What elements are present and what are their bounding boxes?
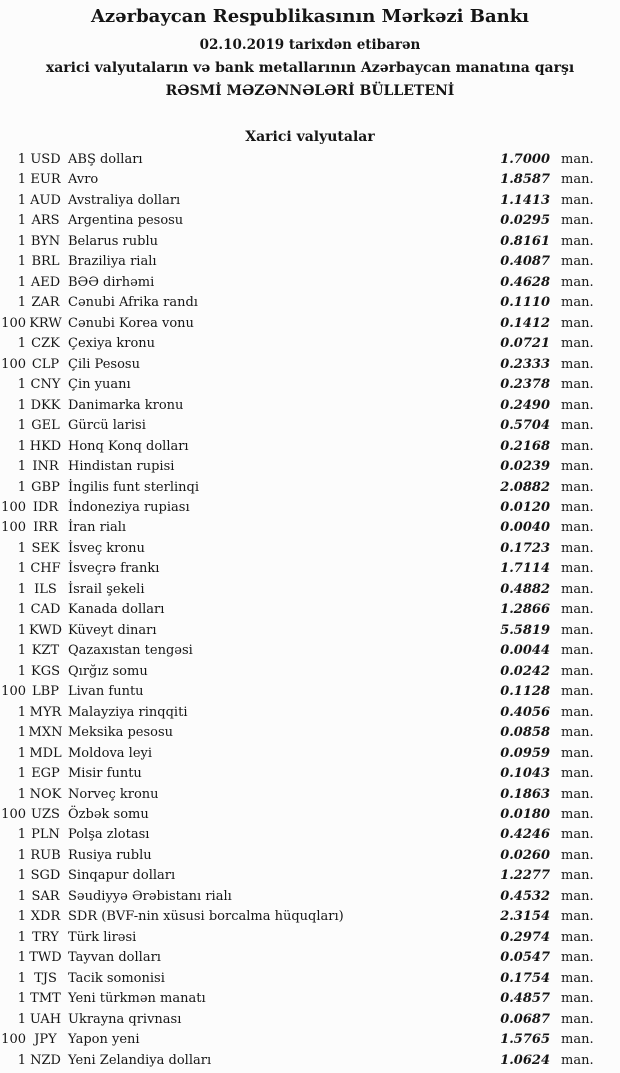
currency-row — [0, 948, 620, 968]
currency-row — [0, 641, 620, 661]
row-rate-value: 1.7000 — [500, 152, 550, 167]
row-quantity: 1 — [17, 233, 26, 249]
row-quantity: 1 — [17, 561, 26, 577]
row-currency-code: IRR — [33, 520, 58, 536]
row-currency-code: ARS — [31, 213, 60, 229]
row-rate-value: 0.5704 — [500, 418, 550, 434]
row-unit-label: man. — [561, 213, 594, 229]
row-currency-code: NOK — [29, 786, 62, 802]
row-unit-label: man. — [561, 172, 594, 188]
row-rate-value: 0.2974 — [500, 929, 550, 945]
row-currency-code: MXN — [28, 725, 63, 741]
row-currency-name: Avro — [68, 172, 99, 188]
currency-row — [0, 969, 620, 989]
row-currency-name: Braziliya rialı — [68, 254, 157, 270]
row-rate-value: 0.2168 — [500, 438, 550, 454]
row-currency-code: AUD — [30, 192, 61, 208]
row-rate-value: 0.0295 — [500, 213, 550, 229]
row-rate-value: 1.0624 — [500, 1052, 550, 1068]
row-quantity: 1 — [17, 377, 26, 393]
row-quantity: 1 — [17, 1052, 26, 1068]
row-unit-label: man. — [561, 561, 594, 577]
row-currency-code: RUB — [30, 847, 61, 863]
currency-row — [0, 396, 620, 416]
row-quantity: 1 — [17, 172, 26, 188]
row-unit-label: man. — [561, 970, 594, 986]
row-currency-name: Danimarka kronu — [68, 397, 184, 413]
row-unit-label: man. — [561, 888, 594, 904]
currency-row — [0, 866, 620, 886]
row-currency-name: İndoneziya rupiası — [68, 499, 190, 515]
row-unit-label: man. — [561, 315, 594, 331]
row-currency-name: Səudiyyə Ərəbistanı rialı — [68, 888, 232, 904]
row-quantity: 1 — [17, 704, 26, 720]
row-unit-label: man. — [561, 438, 594, 454]
row-unit-label: man. — [561, 540, 594, 556]
currency-row — [0, 887, 620, 907]
row-unit-label: man. — [561, 274, 594, 290]
row-rate-value: 0.0721 — [500, 336, 550, 352]
row-currency-name: Argentina pesosu — [68, 213, 184, 229]
row-quantity: 1 — [17, 766, 26, 782]
currency-row — [0, 273, 620, 293]
currency-row — [0, 1010, 620, 1030]
row-unit-label: man. — [561, 581, 594, 597]
currency-row — [0, 518, 620, 538]
row-currency-code: INR — [32, 459, 59, 475]
row-quantity: 1 — [17, 1011, 26, 1027]
row-rate-value: 0.1412 — [500, 315, 550, 331]
row-currency-name: Rusiya rublu — [68, 847, 152, 863]
row-rate-value: 0.0687 — [500, 1011, 550, 1027]
currency-row — [0, 498, 620, 518]
row-unit-label: man. — [561, 725, 594, 741]
row-unit-label: man. — [561, 909, 594, 925]
row-quantity: 100 — [1, 520, 26, 536]
row-rate-value: 0.1128 — [500, 684, 550, 700]
row-quantity: 1 — [17, 868, 26, 884]
row-currency-name: Hindistan rupisi — [68, 459, 175, 475]
row-unit-label: man. — [561, 356, 594, 372]
row-unit-label: man. — [561, 766, 594, 782]
row-unit-label: man. — [561, 847, 594, 863]
row-unit-label: man. — [561, 459, 594, 475]
row-currency-code: ZAR — [31, 295, 60, 311]
row-quantity: 1 — [17, 663, 26, 679]
row-quantity: 1 — [17, 888, 26, 904]
row-currency-code: ILS — [34, 581, 57, 597]
row-rate-value: 0.0858 — [500, 725, 550, 741]
row-currency-name: Tayvan dolları — [68, 950, 161, 966]
row-unit-label: man. — [561, 807, 594, 822]
row-currency-name: BƏƏ dirhəmi — [68, 274, 155, 290]
row-currency-name: İsveçrə frankı — [68, 561, 160, 577]
row-unit-label: man. — [561, 868, 594, 884]
row-currency-code: PLN — [31, 827, 60, 843]
row-unit-label: man. — [561, 397, 594, 413]
row-currency-code: UZS — [31, 807, 60, 822]
currency-row — [0, 232, 620, 252]
row-quantity: 100 — [1, 684, 26, 700]
row-rate-value: 0.0242 — [500, 663, 550, 679]
row-currency-name: Norveç kronu — [68, 786, 159, 802]
row-rate-value: 0.0120 — [500, 499, 550, 515]
currency-row — [0, 457, 620, 477]
row-rate-value: 0.8161 — [500, 233, 550, 249]
row-quantity: 1 — [17, 295, 26, 311]
currency-row — [0, 703, 620, 723]
row-rate-value: 0.2333 — [500, 356, 550, 372]
row-currency-name: Cənubi Afrika randı — [68, 295, 198, 311]
row-unit-label: man. — [561, 1052, 594, 1068]
row-currency-code: HKD — [29, 438, 62, 454]
row-unit-label: man. — [561, 377, 594, 393]
row-currency-name: Belarus rublu — [68, 233, 158, 249]
bulletin-title: RƏSMİ MƏZƏNNƏLƏRİ BÜLLETENİ — [165, 83, 455, 99]
row-currency-name: Türk lirəsi — [68, 929, 137, 945]
row-rate-value: 0.0180 — [500, 807, 550, 822]
currency-row — [0, 170, 620, 190]
row-unit-label: man. — [561, 991, 594, 1007]
row-quantity: 1 — [17, 725, 26, 741]
row-unit-label: man. — [561, 520, 594, 536]
currency-row — [0, 989, 620, 1009]
currency-row — [0, 744, 620, 764]
row-currency-code: IDR — [32, 499, 59, 515]
row-rate-value: 2.3154 — [500, 909, 550, 925]
row-currency-code: GEL — [31, 418, 60, 434]
row-unit-label: man. — [561, 622, 594, 638]
row-rate-value: 0.4246 — [500, 827, 550, 843]
row-rate-value: 0.4056 — [500, 704, 550, 720]
row-currency-code: CZK — [31, 336, 60, 352]
row-currency-name: İsrail şekeli — [68, 581, 145, 597]
row-currency-name: Özbək somu — [68, 807, 149, 822]
currency-row — [0, 846, 620, 866]
currency-row — [0, 600, 620, 620]
row-currency-name: Ukrayna qrivnası — [68, 1011, 182, 1027]
row-currency-code: JPY — [34, 1032, 57, 1048]
row-currency-code: BRL — [31, 254, 60, 270]
row-currency-name: Polşa zlotası — [68, 827, 150, 843]
row-rate-value: 0.0239 — [500, 459, 550, 475]
currency-row — [0, 191, 620, 211]
row-quantity: 1 — [17, 827, 26, 843]
currency-row — [0, 662, 620, 682]
row-quantity: 1 — [17, 192, 26, 208]
row-currency-name: Sinqapur dolları — [68, 868, 176, 884]
row-unit-label: man. — [561, 479, 594, 495]
row-currency-code: TJS — [34, 970, 57, 986]
row-rate-value: 0.4628 — [500, 274, 550, 290]
row-rate-value: 0.0040 — [500, 520, 550, 536]
row-quantity: 1 — [17, 929, 26, 945]
row-currency-code: LBP — [32, 684, 59, 700]
bank-name-title: Azərbaycan Respublikasının Mərkəzi Bankı — [90, 6, 530, 27]
currency-row — [0, 252, 620, 272]
currency-row — [0, 437, 620, 457]
row-quantity: 100 — [1, 807, 26, 822]
row-quantity: 100 — [1, 356, 26, 372]
currency-row — [0, 375, 620, 395]
row-rate-value: 0.4857 — [500, 991, 550, 1007]
row-currency-code: USD — [30, 152, 61, 167]
row-rate-value: 0.1110 — [500, 295, 550, 311]
row-currency-code: SAR — [31, 888, 60, 904]
currency-row — [0, 559, 620, 579]
row-currency-code: MDL — [29, 745, 62, 761]
row-rate-value: 0.4882 — [500, 581, 550, 597]
row-quantity: 1 — [17, 643, 26, 659]
row-quantity: 1 — [17, 745, 26, 761]
row-currency-name: Çexiya kronu — [68, 336, 156, 352]
row-currency-code: NZD — [30, 1052, 61, 1068]
effective-date-line: 02.10.2019 tarixdən etibarən — [199, 37, 421, 53]
row-unit-label: man. — [561, 233, 594, 249]
currency-row — [0, 621, 620, 641]
row-currency-code: GBP — [31, 479, 60, 495]
row-quantity: 100 — [1, 499, 26, 515]
row-unit-label: man. — [561, 684, 594, 700]
row-currency-code: KRW — [29, 315, 62, 331]
row-rate-value: 0.2490 — [500, 397, 550, 413]
row-quantity: 1 — [17, 479, 26, 495]
currency-row — [0, 416, 620, 436]
row-rate-value: 0.4532 — [500, 888, 550, 904]
row-unit-label: man. — [561, 254, 594, 270]
row-currency-code: TMT — [30, 991, 61, 1007]
row-quantity: 1 — [17, 970, 26, 986]
currency-row — [0, 825, 620, 845]
currency-row — [0, 785, 620, 805]
row-quantity: 100 — [1, 1032, 26, 1048]
currency-row — [0, 580, 620, 600]
row-currency-code: CNY — [30, 377, 61, 393]
row-currency-code: KZT — [31, 643, 60, 659]
row-currency-name: SDR (BVF-nin xüsusi borcalma hüquqları) — [68, 909, 344, 925]
row-currency-code: CLP — [31, 356, 60, 372]
row-currency-name: Honq Konq dolları — [68, 438, 189, 454]
row-unit-label: man. — [561, 786, 594, 802]
row-currency-code: UAH — [29, 1011, 62, 1027]
row-currency-code: AED — [30, 274, 61, 290]
row-rate-value: 2.0882 — [500, 479, 550, 495]
row-currency-name: Çin yuanı — [68, 377, 131, 393]
currency-row — [0, 928, 620, 948]
row-unit-label: man. — [561, 1011, 594, 1027]
currency-row — [0, 211, 620, 231]
currency-row — [0, 907, 620, 927]
currency-row — [0, 314, 620, 334]
row-unit-label: man. — [561, 827, 594, 843]
row-quantity: 1 — [17, 213, 26, 229]
row-rate-value: 1.1413 — [500, 192, 550, 208]
row-currency-name: Misir funtu — [68, 766, 142, 782]
row-currency-name: Malayziya rinqqiti — [68, 704, 188, 720]
currency-row — [0, 293, 620, 313]
row-rate-value: 0.1863 — [500, 786, 550, 802]
row-quantity: 1 — [17, 274, 26, 290]
row-quantity: 1 — [17, 786, 26, 802]
row-quantity: 1 — [17, 602, 26, 618]
row-quantity: 1 — [17, 152, 26, 167]
row-unit-label: man. — [561, 499, 594, 515]
row-currency-name: Küveyt dinarı — [68, 622, 157, 638]
row-quantity: 1 — [17, 581, 26, 597]
row-currency-name: Tacik somonisi — [68, 970, 165, 986]
row-currency-code: CAD — [30, 602, 61, 618]
currency-row — [0, 1051, 620, 1071]
row-currency-code: SGD — [30, 868, 61, 884]
row-currency-name: Cənubi Korea vonu — [68, 315, 194, 331]
row-quantity: 1 — [17, 397, 26, 413]
row-currency-name: Gürcü larisi — [68, 418, 146, 434]
row-currency-code: EUR — [30, 172, 61, 188]
row-quantity: 1 — [17, 254, 26, 270]
row-currency-code: TWD — [29, 950, 62, 966]
row-currency-name: Yeni Zelandiya dolları — [68, 1052, 212, 1068]
row-quantity: 1 — [17, 847, 26, 863]
row-currency-code: BYN — [30, 233, 61, 249]
currency-row — [0, 355, 620, 375]
row-rate-value: 0.0044 — [500, 643, 550, 659]
row-quantity: 1 — [17, 622, 26, 638]
row-unit-label: man. — [561, 295, 594, 311]
row-currency-code: EGP — [31, 766, 60, 782]
row-rate-value: 0.4087 — [500, 254, 550, 270]
row-rate-value: 0.1043 — [500, 766, 550, 782]
row-currency-name: Qırğız somu — [68, 663, 148, 679]
currency-row — [0, 805, 620, 825]
row-unit-label: man. — [561, 192, 594, 208]
row-currency-code: SEK — [31, 540, 60, 556]
row-currency-code: DKK — [30, 397, 61, 413]
row-unit-label: man. — [561, 418, 594, 434]
row-currency-name: Meksika pesosu — [68, 725, 174, 741]
row-quantity: 100 — [1, 315, 26, 331]
row-currency-name: Kanada dolları — [68, 602, 165, 618]
row-rate-value: 0.0260 — [500, 847, 550, 863]
row-unit-label: man. — [561, 1032, 594, 1048]
row-rate-value: 5.5819 — [500, 622, 550, 638]
row-currency-name: Qazaxıstan tengəsi — [68, 643, 193, 659]
section-title-foreign-currencies: Xarici valyutalar — [245, 129, 375, 145]
row-quantity: 1 — [17, 438, 26, 454]
scope-line: xarici valyutaların və bank metallarının Azərbaycan manatına qarşı — [45, 60, 575, 76]
row-quantity: 1 — [17, 909, 26, 925]
row-currency-name: Çili Pesosu — [68, 356, 140, 372]
row-unit-label: man. — [561, 152, 594, 167]
row-currency-name: Livan funtu — [68, 684, 144, 700]
row-currency-name: Yeni türkmən manatı — [68, 991, 206, 1007]
row-rate-value: 0.0547 — [500, 950, 550, 966]
row-currency-name: Avstraliya dolları — [68, 192, 181, 208]
row-currency-name: Yapon yeni — [68, 1032, 140, 1048]
row-unit-label: man. — [561, 704, 594, 720]
row-rate-value: 1.2277 — [500, 868, 550, 884]
row-quantity: 1 — [17, 540, 26, 556]
row-rate-value: 1.7114 — [500, 561, 550, 577]
currency-row — [0, 478, 620, 498]
currency-row — [0, 682, 620, 702]
currency-row — [0, 334, 620, 354]
row-rate-value: 1.8587 — [500, 172, 550, 188]
row-currency-name: İngilis funt sterlinqi — [68, 479, 199, 495]
row-rate-value: 0.2378 — [500, 377, 550, 393]
row-currency-code: XDR — [30, 909, 61, 925]
row-rate-value: 0.0959 — [500, 745, 550, 761]
row-currency-name: İran rialı — [68, 520, 127, 536]
currency-row — [0, 150, 620, 170]
row-rate-value: 0.1754 — [500, 970, 550, 986]
row-unit-label: man. — [561, 745, 594, 761]
currency-row — [0, 764, 620, 784]
row-unit-label: man. — [561, 643, 594, 659]
row-rate-value: 0.1723 — [500, 540, 550, 556]
row-currency-name: ABŞ dolları — [68, 152, 143, 167]
row-currency-code: KGS — [30, 663, 60, 679]
row-unit-label: man. — [561, 929, 594, 945]
currency-row — [0, 723, 620, 743]
currency-row — [0, 539, 620, 559]
row-currency-code: KWD — [28, 622, 63, 638]
row-currency-code: TRY — [32, 929, 59, 945]
row-unit-label: man. — [561, 663, 594, 679]
row-quantity: 1 — [17, 336, 26, 352]
row-currency-name: İsveç kronu — [68, 540, 145, 556]
row-unit-label: man. — [561, 336, 594, 352]
row-currency-code: CHF — [30, 561, 61, 577]
row-quantity: 1 — [17, 991, 26, 1007]
row-currency-name: Moldova leyi — [68, 745, 153, 761]
row-quantity: 1 — [17, 950, 26, 966]
row-quantity: 1 — [17, 459, 26, 475]
rates-table — [0, 150, 620, 1071]
row-currency-code: MYR — [29, 704, 62, 720]
row-unit-label: man. — [561, 950, 594, 966]
row-unit-label: man. — [561, 602, 594, 618]
row-quantity: 1 — [17, 418, 26, 434]
currency-row — [0, 1030, 620, 1050]
row-rate-value: 1.5765 — [500, 1032, 550, 1048]
row-rate-value: 1.2866 — [500, 602, 550, 618]
